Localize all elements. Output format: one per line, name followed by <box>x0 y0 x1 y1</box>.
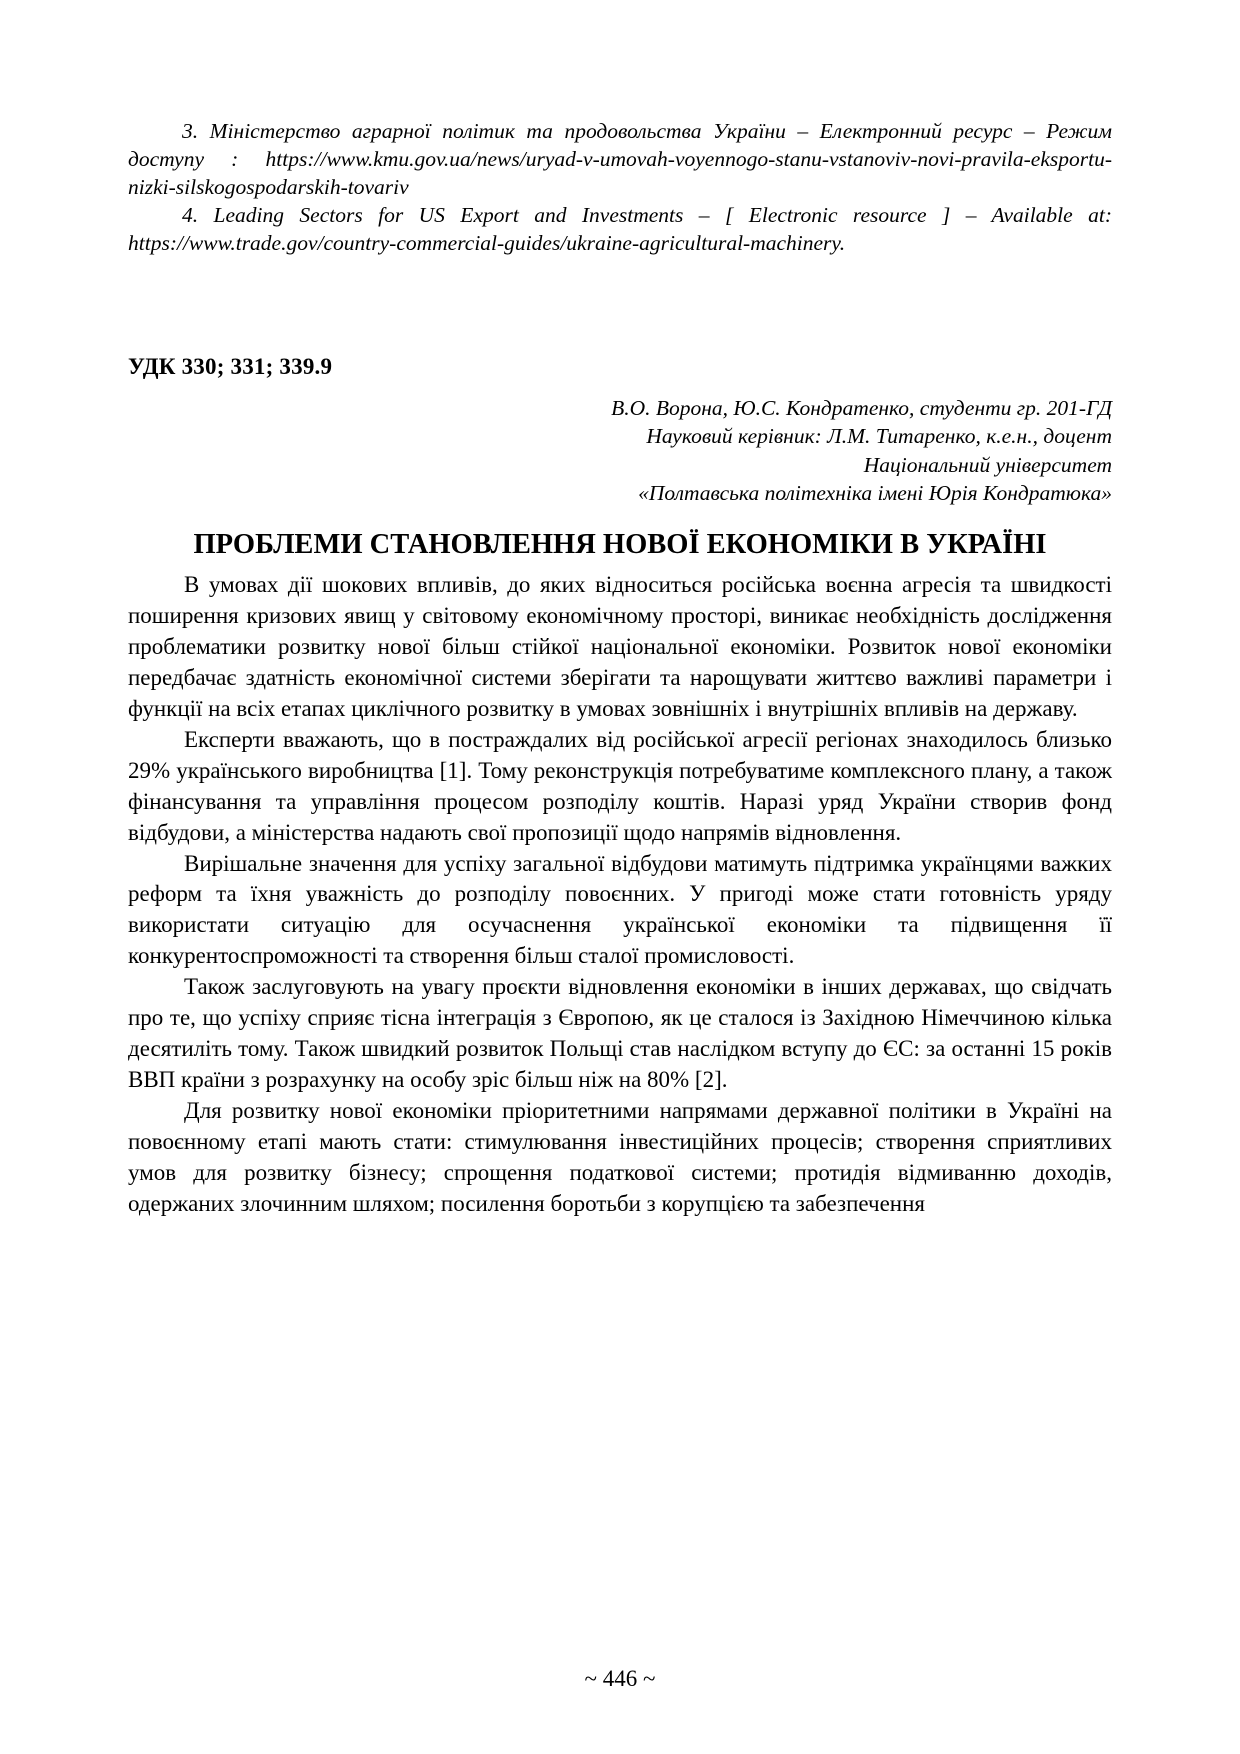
affiliation-university: Національний університет <box>863 452 1112 477</box>
body-paragraph: Експерти вважають, що в постраждалих від російської агресії регіонах знаходилось близько 29% українського виробництва [1]. Тому реконструкція потребуватиме комплексного плану, а також фінансування та управління процесом розподілу коштів. Наразі уряд України створив фонд відбудови, а міністерства надають свої пропозиції щодо напрямів відновлення. <box>128 726 1112 845</box>
page-title: ПРОБЛЕМИ СТАНОВЛЕННЯ НОВОЇ ЕКОНОМІКИ В УКРАЇНІ <box>193 529 1047 561</box>
article-body <box>128 570 1112 1219</box>
author-supervisor: Науковий керівник: Л.М. Титаренко, к.е.н., доцент <box>646 424 1112 449</box>
body-paragraph: Для розвитку нової економіки пріоритетними напрямами державної політики в Україні на повоєнному етапі мають стати: стимулювання інвестиційних процесів; створення сприятливих умов для розвитку бізнесу; спрощення податкової системи; протидія відмиванню доходів, одержаних злочинним шляхом; посилення боротьби з корупцією та забезпечення <box>128 1097 1112 1216</box>
reference-item: 3. Міністерство аграрної політик та продовольства України – Електронний ресурс – Режим доступу : https://www.kmu.gov.ua/news/uryad-v-umovah-voyennogo-stanu-vstanoviv-novi-pravila-eksportu-nizki-silskogospodarskih-tovariv <box>128 119 1112 199</box>
affiliation-institute: «Полтавська політехніка імені Юрія Кондратюка» <box>638 481 1112 506</box>
references-section <box>128 118 1112 258</box>
body-paragraph: Також заслуговують на увагу проєкти відновлення економіки в інших державах, що свідчать про те, що успіху сприяє тісна інтеграція з Європою, як це сталося із Західною Німеччиною кілька десятиліть тому. Також швидкий розвиток Польщі став наслідком вступу до ЄС: за останні 15 років ВВП країни з розрахунку на особу зріс більш ніж на 80% [2]. <box>128 974 1112 1092</box>
body-paragraph: Вирішальне значення для успіху загальної відбудови матимуть підтримка українцями важких реформ та їхня уважність до розподілу повоєнних. У пригоді може стати готовність уряду використати ситуацію для осучаснення української економіки та підвищення її конкурентоспроможності та створення більш сталої промисловості. <box>128 850 1112 969</box>
author-block <box>128 394 1112 508</box>
reference-item: 4. Leading Sectors for US Export and Investments – [ Electronic resource ] – Available at: https://www.trade.gov/country-commercial-guides/ukraine-agricultural-machinery. <box>128 202 1112 255</box>
body-paragraph: В умовах дії шокових впливів, до яких відноситься російська воєнна агресія та швидкості поширення кризових явищ у світовому економічному просторі, виникає необхідність дослідження проблематики розвитку нової більш стійкої національної економіки. Розвиток нової економіки передбачає здатність економічної системи зберігати та нарощувати життєво важливі параметри і функції на всіх етапах циклічного розвитку в умовах зовнішніх і внутрішніх впливів на державу. <box>128 572 1112 721</box>
author-students: В.О. Ворона, Ю.С. Кондратенко, студенти гр. 201-ГД <box>611 395 1112 420</box>
page-number: ~ 446 ~ <box>584 1666 656 1691</box>
udk-code: УДК 330; 331; 339.9 <box>128 353 333 379</box>
